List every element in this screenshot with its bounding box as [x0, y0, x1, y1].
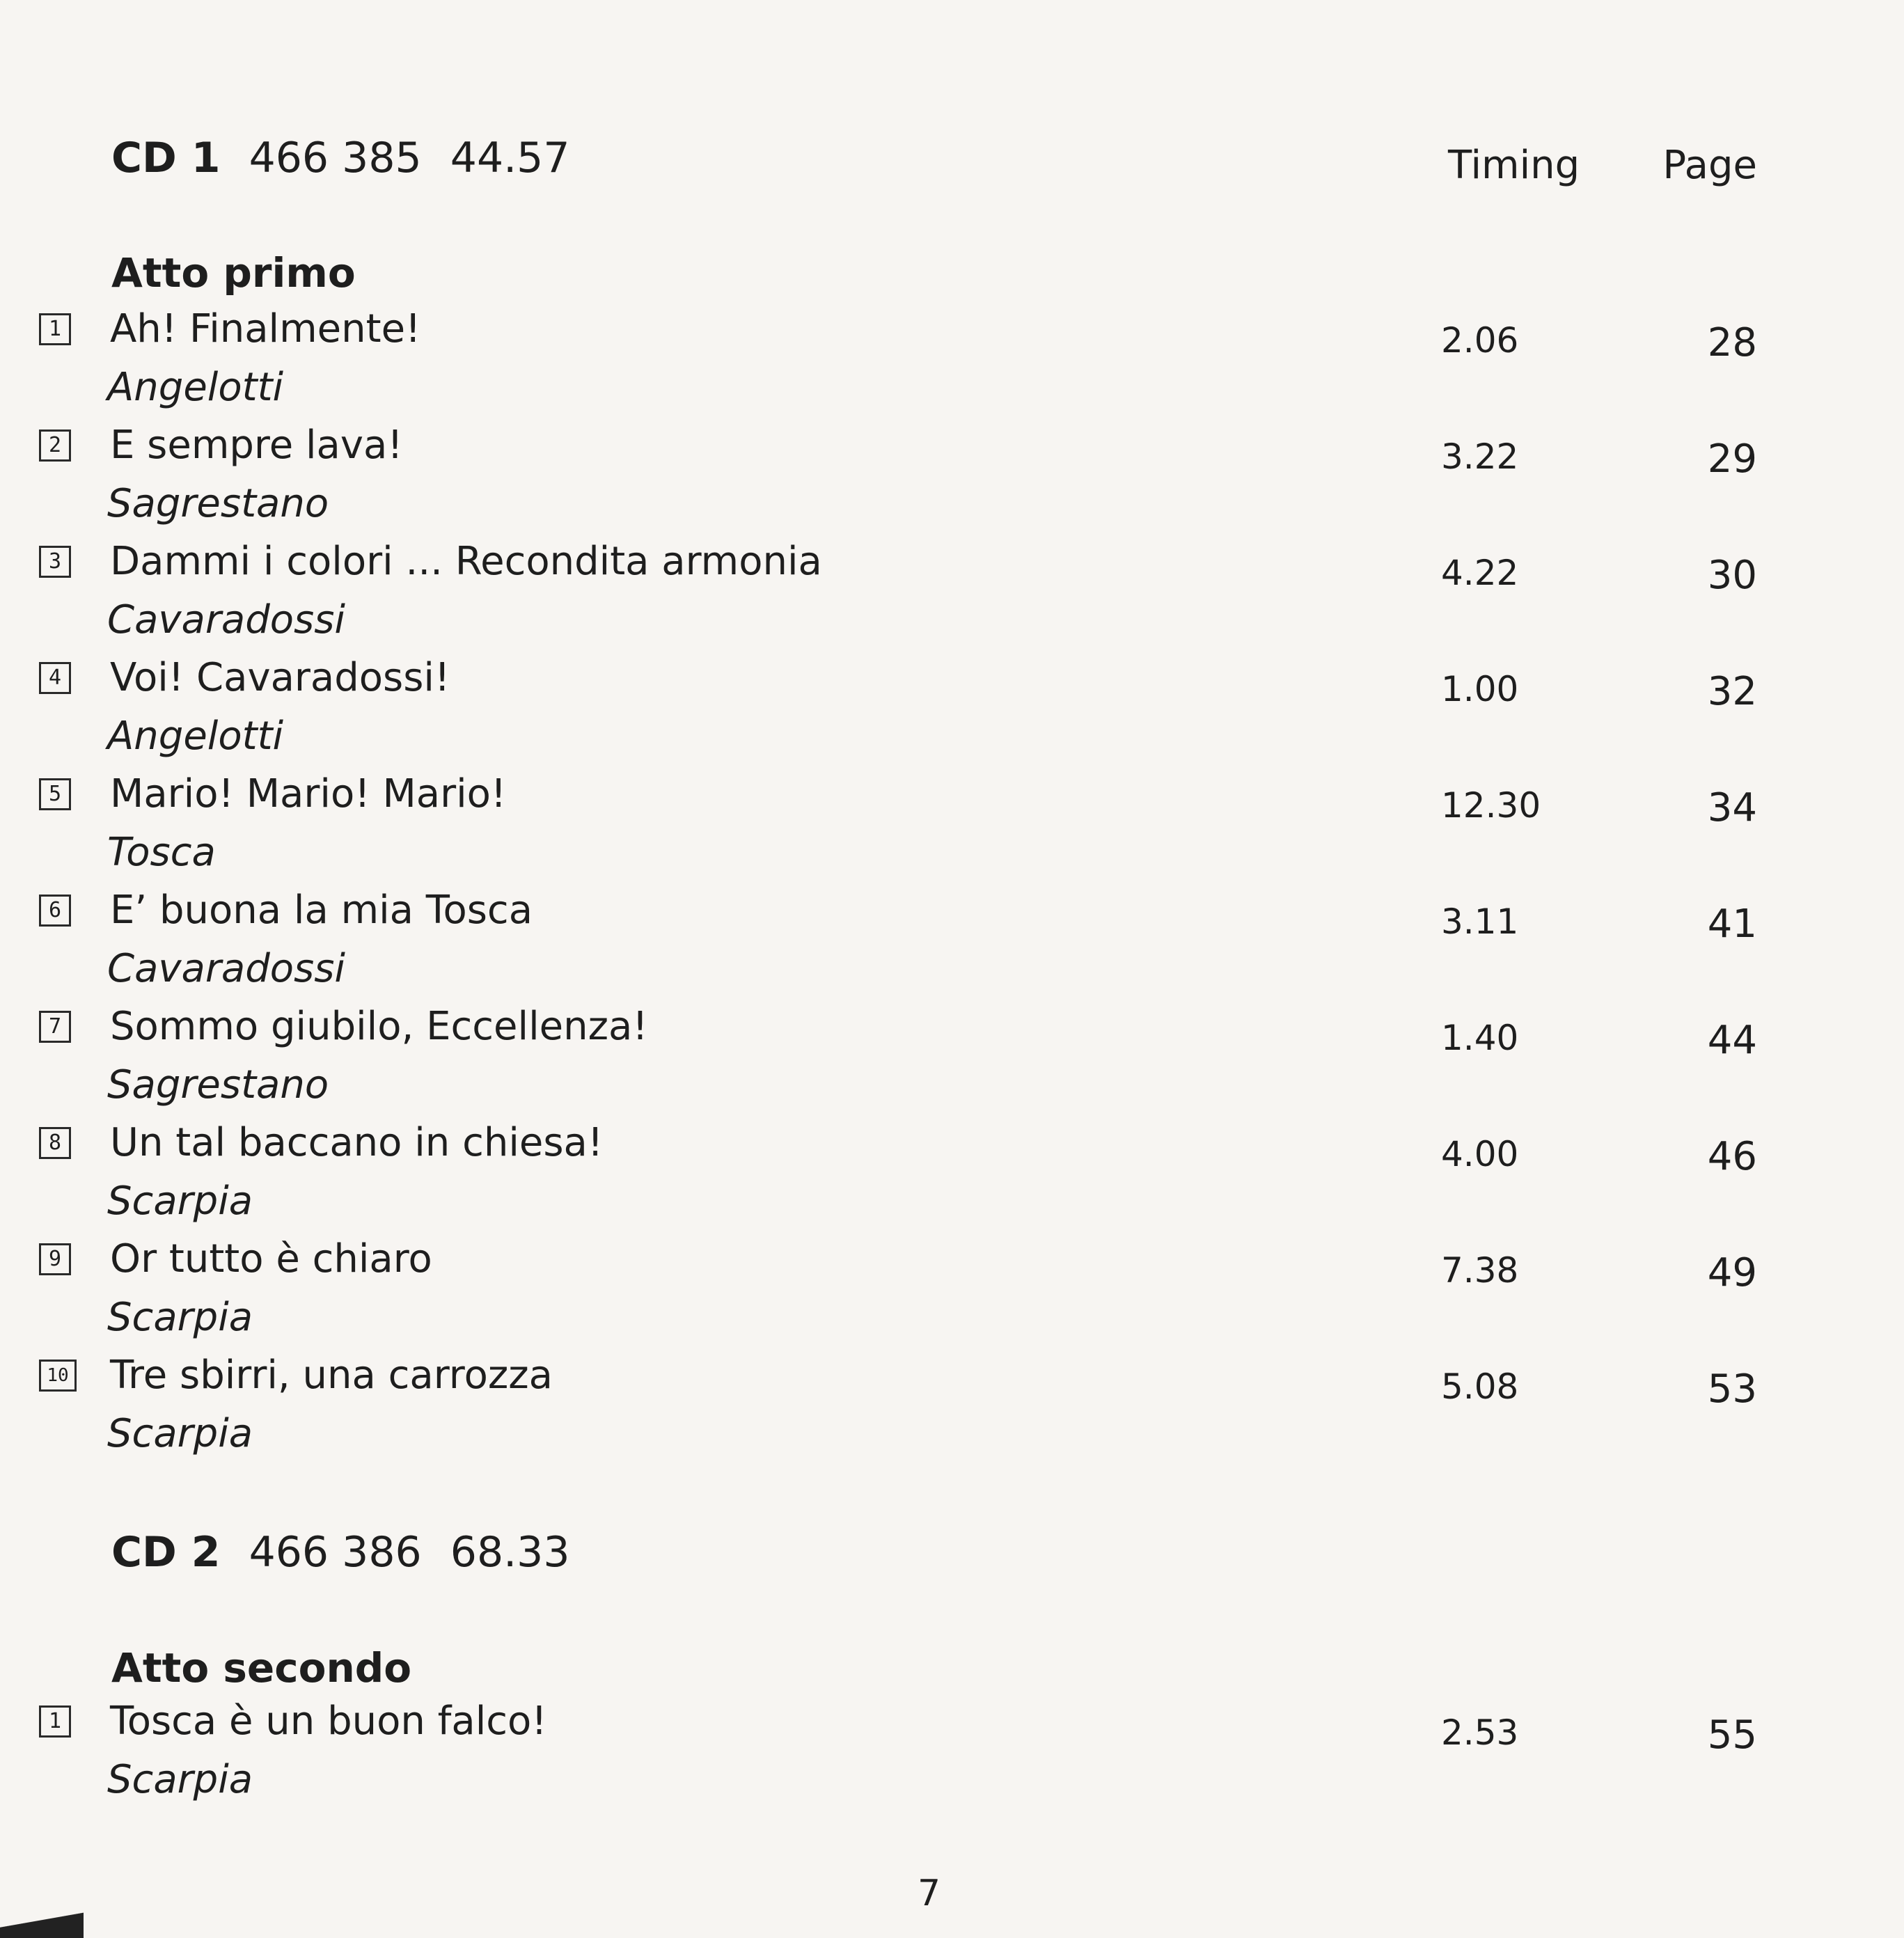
track-number-box: 1	[39, 313, 71, 345]
page-edge-shadow	[0, 1910, 84, 1938]
track-role: Tosca	[107, 830, 216, 875]
track-timing: 5.08	[1441, 1366, 1519, 1407]
track-row	[0, 771, 1904, 888]
track-number-box: 5	[39, 778, 71, 810]
act2-title: Atto secondo	[111, 1644, 412, 1692]
track-title: Voi! Cavaradossi!	[110, 655, 450, 700]
track-page-ref: 53	[1707, 1366, 1757, 1412]
track-timing: 1.00	[1441, 669, 1519, 709]
track-timing: 1.40	[1441, 1018, 1519, 1058]
track-role: Scarpia	[107, 1757, 253, 1802]
track-number-box: 4	[39, 662, 71, 694]
track-number-box: 2	[39, 430, 71, 462]
track-page-ref: 32	[1707, 669, 1757, 714]
track-timing: 3.11	[1441, 901, 1519, 942]
track-page-ref: 34	[1707, 785, 1757, 830]
track-timing: 3.22	[1441, 436, 1519, 477]
track-number-box: 8	[39, 1127, 71, 1159]
track-page-ref: 30	[1707, 553, 1757, 598]
track-timing: 12.30	[1441, 785, 1541, 826]
track-page-ref: 44	[1707, 1018, 1757, 1063]
track-row	[0, 306, 1904, 423]
track-page-ref: 28	[1707, 320, 1757, 365]
track-title: E’ buona la mia Tosca	[110, 888, 533, 933]
track-role: Sagrestano	[107, 1062, 329, 1108]
track-row	[0, 1353, 1904, 1470]
track-row	[0, 1004, 1904, 1121]
track-number-box: 7	[39, 1011, 71, 1043]
track-number-box: 10	[39, 1360, 77, 1392]
track-title: Mario! Mario! Mario!	[110, 771, 507, 817]
timing-column-header: Timing	[1448, 143, 1580, 188]
cd1-catalog-number: 466 385	[249, 134, 422, 182]
cd1-duration: 44.57	[450, 134, 570, 182]
track-row	[0, 888, 1904, 1005]
act1-title: Atto primo	[111, 249, 356, 297]
track-role: Angelotti	[107, 714, 284, 759]
track-title: E sempre lava!	[110, 423, 403, 468]
track-number-box: 3	[39, 546, 71, 578]
track-timing: 4.00	[1441, 1134, 1519, 1174]
track-role: Sagrestano	[107, 481, 329, 526]
cd1-label: CD 1	[111, 134, 221, 182]
track-title: Dammi i colori ... Recondita armonia	[110, 539, 822, 584]
track-role: Cavaradossi	[107, 946, 345, 991]
track-row	[0, 655, 1904, 772]
track-page-ref: 29	[1707, 436, 1757, 482]
track-row	[0, 1236, 1904, 1353]
track-page-ref: 41	[1707, 901, 1757, 947]
track-role: Scarpia	[107, 1179, 253, 1224]
track-role: Cavaradossi	[107, 597, 345, 643]
track-number-box: 9	[39, 1243, 71, 1275]
track-number-box: 6	[39, 895, 71, 927]
track-title: Tosca è un buon falco!	[110, 1699, 547, 1744]
track-role: Scarpia	[107, 1411, 253, 1456]
cd2-header	[111, 1528, 570, 1577]
track-timing: 2.06	[1441, 320, 1519, 361]
track-number-box: 1	[39, 1705, 71, 1738]
cd2-duration: 68.33	[450, 1528, 570, 1577]
track-row	[0, 1699, 1904, 1815]
track-title: Sommo giubilo, Eccellenza!	[110, 1004, 648, 1049]
track-title: Or tutto è chiaro	[110, 1236, 432, 1282]
track-role: Angelotti	[107, 365, 284, 410]
cd2-label: CD 2	[111, 1528, 221, 1577]
cd1-header	[111, 134, 570, 182]
track-row	[0, 539, 1904, 656]
track-page-ref: 55	[1707, 1712, 1757, 1758]
track-timing: 4.22	[1441, 553, 1519, 593]
track-page-ref: 49	[1707, 1250, 1757, 1295]
track-title: Ah! Finalmente!	[110, 306, 421, 352]
track-title: Un tal baccano in chiesa!	[110, 1120, 604, 1165]
track-row	[0, 1120, 1904, 1237]
track-role: Scarpia	[107, 1295, 253, 1340]
track-title: Tre sbirri, una carrozza	[110, 1353, 553, 1398]
page-column-header: Page	[1662, 143, 1757, 188]
track-timing: 2.53	[1441, 1712, 1519, 1753]
track-row	[0, 423, 1904, 539]
cd2-catalog-number: 466 386	[249, 1528, 422, 1577]
page-number: 7	[918, 1873, 941, 1914]
track-page-ref: 46	[1707, 1134, 1757, 1179]
track-timing: 7.38	[1441, 1250, 1519, 1291]
